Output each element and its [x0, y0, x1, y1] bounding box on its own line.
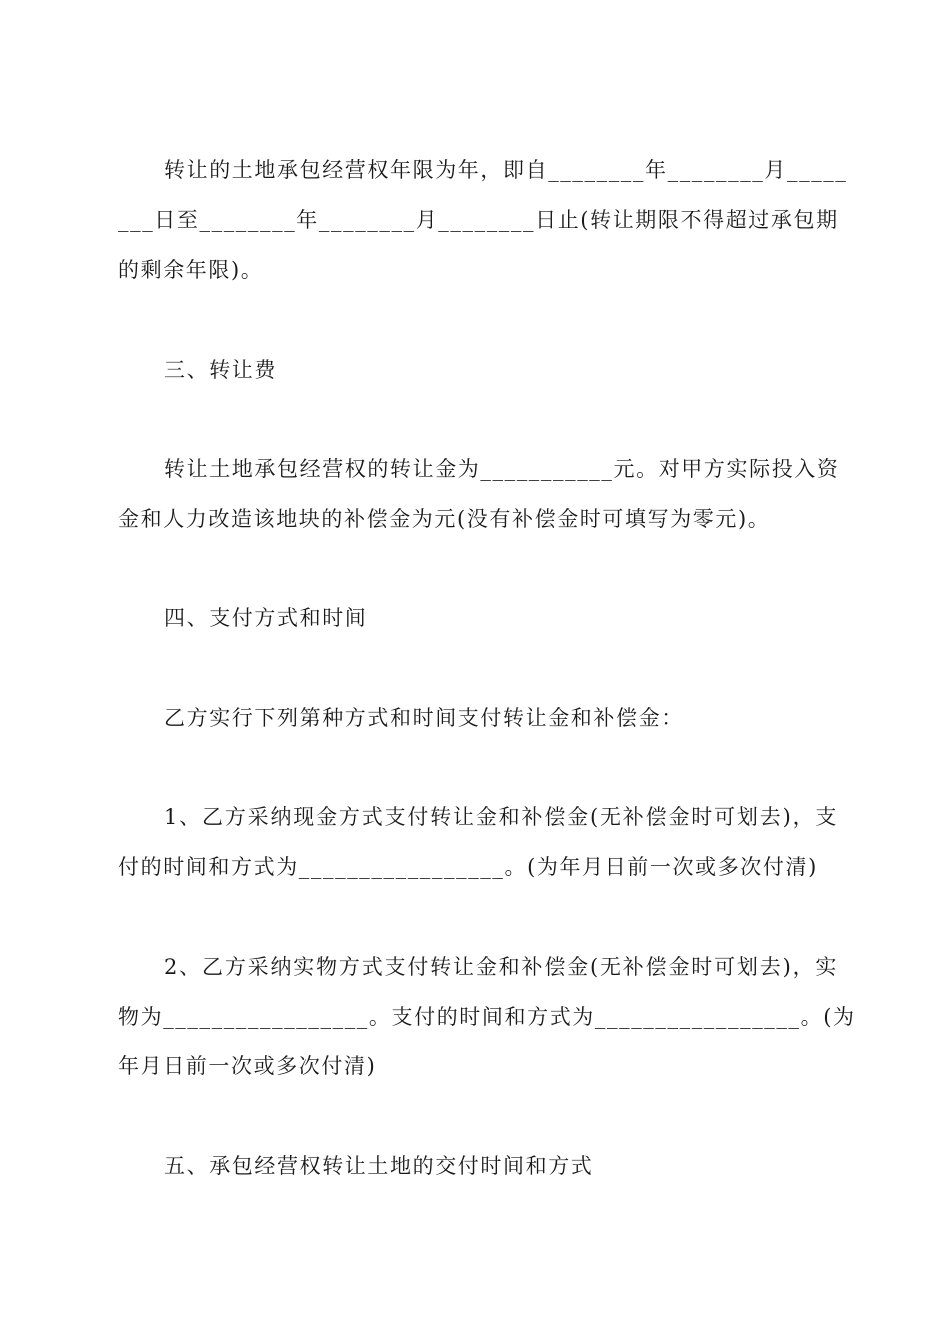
payment-option-1-line-1: 1、乙方采纳现金方式支付转让金和补偿金(无补偿金时可划去)，支 — [164, 805, 838, 829]
payment-option-2-line-3: 年月日前一次或多次付清) — [118, 1054, 377, 1078]
payment-option-2-line-1: 2、乙方采纳实物方式支付转让金和补偿金(无补偿金时可划去)，实 — [164, 955, 838, 979]
term-line-3: 的剩余年限)。 — [118, 258, 264, 282]
payment-intro-line: 乙方实行下列第种方式和时间支付转让金和补偿金： — [164, 706, 684, 730]
fee-line-1: 转让土地承包经营权的转让金为___________元。对甲方实际投入资 — [164, 457, 840, 481]
term-line-1: 转让的土地承包经营权年限为年，即自________年________月_____ — [164, 158, 848, 182]
section-heading-delivery: 五、承包经营权转让土地的交付时间和方式 — [164, 1154, 594, 1178]
payment-option-1-line-2: 付的时间和方式为_________________。(为年月日前一次或多次付清) — [118, 855, 818, 879]
section-heading-payment: 四、支付方式和时间 — [164, 606, 368, 630]
term-line-2: ___日至________年________月________日止(转让期限不得超过承包期 — [118, 208, 839, 232]
payment-option-2-line-2: 物为_________________。支付的时间和方式为_________________。(为 — [118, 1005, 856, 1029]
section-heading-transfer-fee: 三、转让费 — [164, 358, 277, 382]
fee-line-2: 金和人力改造该地块的补偿金为元(没有补偿金时可填写为零元)。 — [118, 507, 771, 531]
